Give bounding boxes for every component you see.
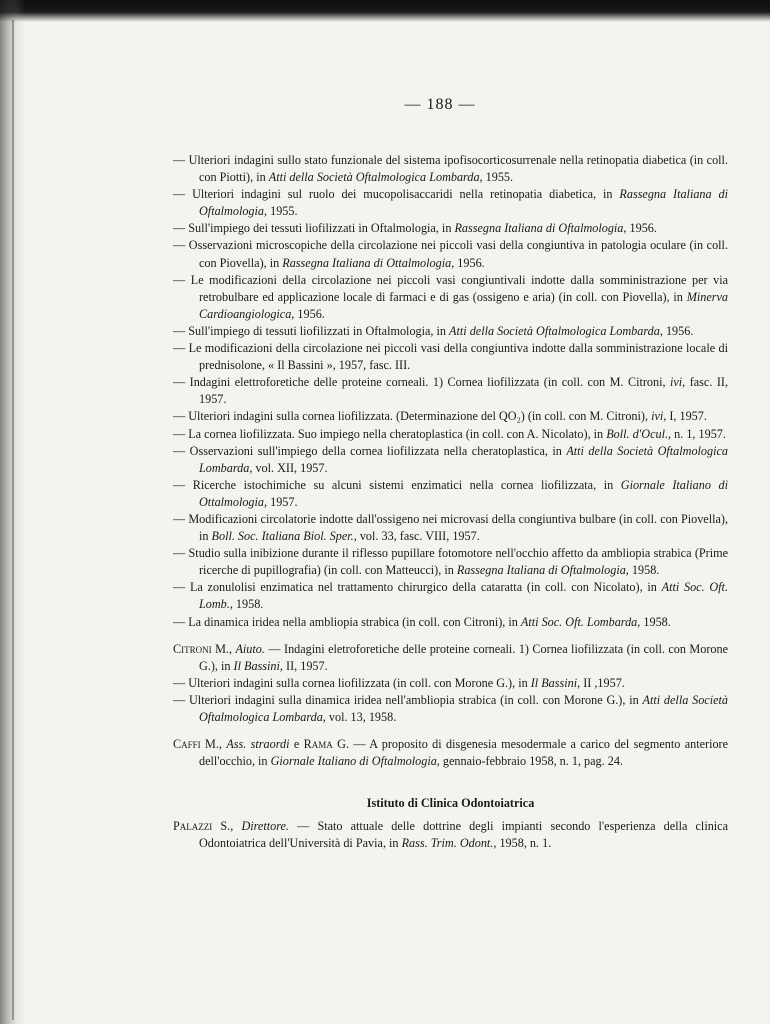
palazzi-publication [173, 818, 728, 852]
morone-publication-list [173, 152, 728, 631]
list-item: — Le modificazioni della circolazione nei piccoli vasi congiuntivali indotte dalla somministrazione per via retrobulbare ed applicazione locale di farmaci e di gas (ossigeno e aria) (in coll. con Piovella), in Minerva Cardioangiologica, 1956. [173, 272, 728, 321]
list-item: — Osservazioni sull'impiego della cornea liofilizzata nella cheratoplastica, in Atti della Società Oftalmologica Lombarda, vol. XII, 1957. [173, 443, 729, 475]
page-body [173, 152, 728, 853]
section-spacer [173, 631, 728, 641]
section-heading: Istituto di Clinica Odontoiatrica [366, 796, 535, 811]
list-item: — Modificazioni circolatorie indotte dall'ossigeno nei microvasi della congiuntiva bulbare (in coll. con Piovella), in Boll. Soc. Italiana Biol. Sper., vol. 33, fasc. VIII, 1957. [173, 511, 728, 544]
scan-binding-line [12, 20, 14, 1020]
author-name: Caffi M., [173, 737, 222, 752]
author-name: Palazzi S., [173, 819, 234, 834]
list-item: — Sull'impiego di tessuti liofilizzati in Oftalmologia, in Atti della Società Oftalmologica Lombarda, 1956. [173, 323, 694, 338]
list-item: — Osservazioni microscopiche della circolazione nei piccoli vasi della congiuntiva in patologia oculare (in coll. con Piovella), in Rassegna Italiana di Ottalmologia, 1956. [173, 238, 728, 270]
list-item: — Indagini elettroforetiche delle proteine corneali. 1) Cornea liofilizzata (in coll. con M. Citroni, ivi, fasc. II, 1957. [173, 375, 728, 407]
list-item: — Ricerche istochimiche su alcuni sistemi enzimatici nella cornea liofilizzata, in Giornale Italiano di Ottalmologia, 1957. [173, 477, 728, 509]
section-spacer [173, 726, 728, 736]
list-item: Citroni M., Aiuto. — Indagini eletroforetiche delle proteine corneali. 1) Cornea liofilizzata (in coll. con Morone G.), in Il Bassini, II, 1957. [173, 641, 728, 673]
list-item: Caffi M., Ass. straordi e Rama G. — A proposito di disgenesia mesodermale a carico del segmento anteriore dell'occhio, in Giornale Italiano di Oftalmologia, gennaio-febbraio 1958, n. 1, pag. 24. [173, 737, 729, 769]
list-item: — La cornea liofilizzata. Suo impiego nella cheratoplastica (in coll. con A. Nicolato), in Boll. d'Ocul., n. 1, 1957. [173, 426, 726, 441]
list-item: — Sull'impiego dei tessuti liofilizzati in Oftalmologia, in Rassegna Italiana di Oftalmologia, 1956. [173, 221, 657, 236]
list-item: — La dinamica iridea nella ambliopia strabica (in coll. con Citroni), in Atti Soc. Oft. Lombarda, 1958. [173, 614, 671, 629]
list-item: — Ulteriori indagini sulla cornea liofilizzata (in coll. con Morone G.), in Il Bassini, II ,1957. [173, 675, 625, 690]
scan-top-edge [0, 0, 770, 22]
list-item: — Studio sulla inibizione durante il riflesso pupillare fotomotore nell'occhio affetto da ambliopia strabica (Prime ricerche di pupillografia) (in coll. con Matteucci), in Rassegna Italiana di Oftalmologia, 1958. [173, 546, 728, 578]
caffi-publication [173, 736, 728, 770]
page-number: — 188 — [404, 96, 476, 113]
list-item: — Le modificazioni della circolazione nei piccoli vasi della congiuntiva indotte dalla somministrazione locale di prednisolone, « Il Bassini », 1957, fasc. III. [173, 341, 728, 373]
author-name: Citroni M., [173, 641, 233, 656]
citroni-publication-list [173, 641, 728, 726]
list-item: Palazzi S., Direttore. — Stato attuale delle dottrine degli impianti secondo l'esperienza della clinica Odontoiatrica dell'Università di Pavia, in Rass. Trim. Odont., 1958, n. 1. [173, 819, 729, 851]
list-item: — Ulteriori indagini sul ruolo dei mucopolisaccaridi nella retinopatia diabetica, in Rassegna Italiana di Oftalmologia, 1955. [173, 187, 728, 219]
list-item: — Ulteriori indagini sulla cornea liofilizzata. (Determinazione del QO₂) (in coll. con M. Citroni), ivi, I, 1957. [173, 409, 707, 424]
list-item: — Ulteriori indagini sulla dinamica iridea nell'ambliopia strabica (in coll. con Morone G.), in Atti della Società Oftalmologica Lombarda, vol. 13, 1958. [173, 692, 728, 724]
author-role: Direttore. [241, 819, 289, 834]
list-item: — Ulteriori indagini sullo stato funzionale del sistema ipofisocorticosurrenale nella retinopatia diabetica (in coll. con Piotti), in Atti della Società Oftalmologica Lombarda, 1955. [173, 153, 728, 185]
list-item: — La zonulolisi enzimatica nel trattamento chirurgico della cataratta (in coll. con Nicolato), in Atti Soc. Oft. Lomb., 1958. [173, 580, 728, 612]
coauthor-name: Rama G. [303, 737, 350, 752]
author-role: Aiuto. [235, 641, 265, 656]
author-role: Ass. straordi [226, 737, 290, 752]
